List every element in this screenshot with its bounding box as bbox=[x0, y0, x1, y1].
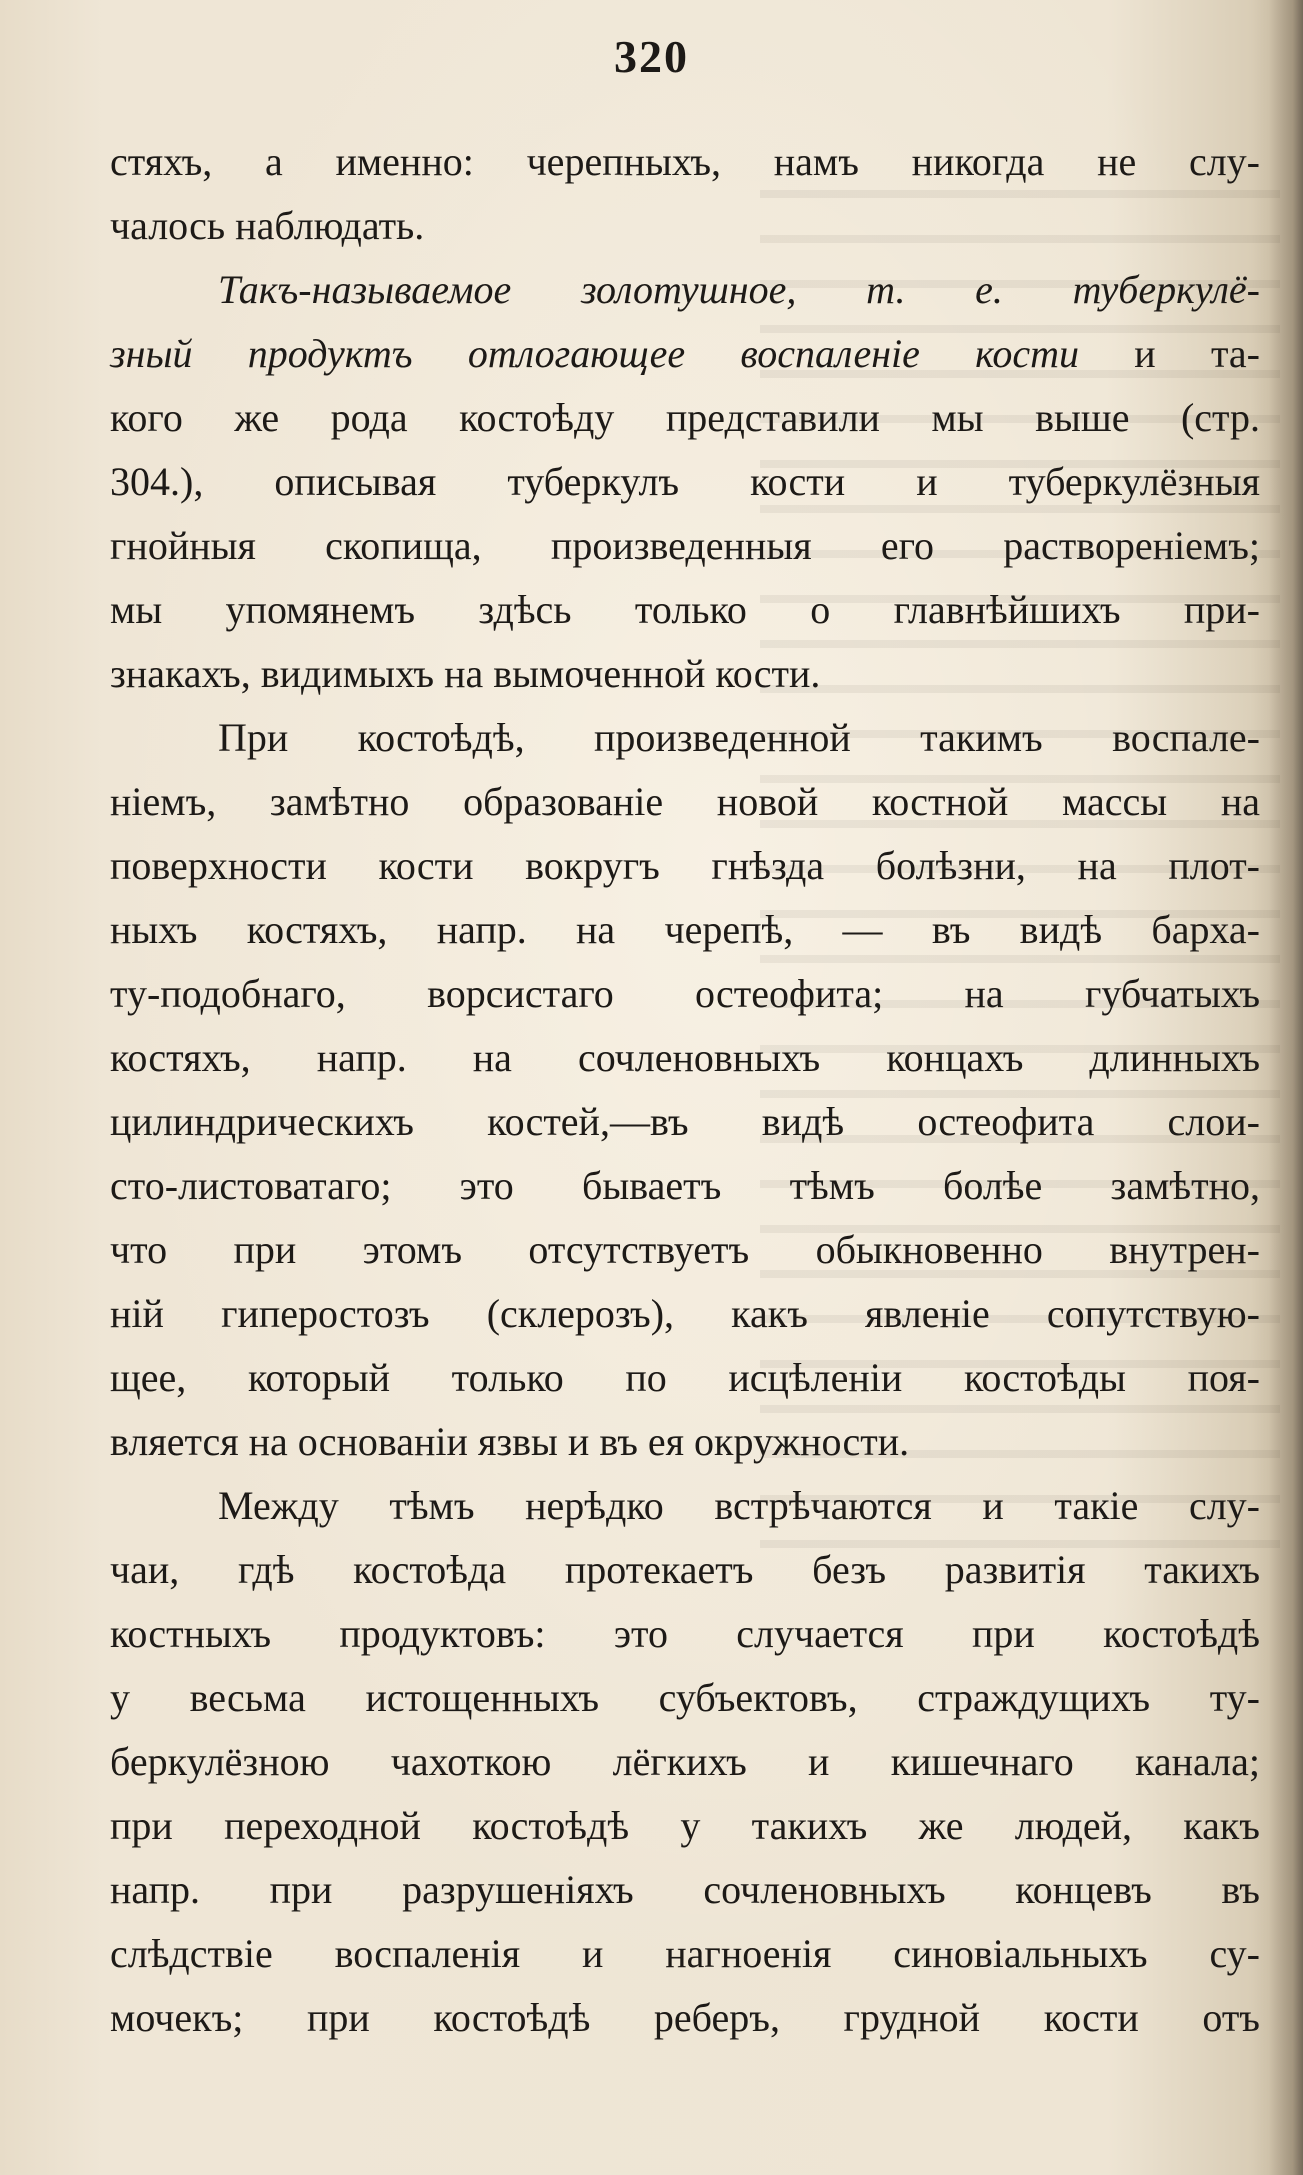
text-segment: цилиндрическихъ костей,—въ видѣ остеофита слои- bbox=[110, 1099, 1260, 1144]
italic-text-segment: зный продуктъ отлогающее воспаленіе кости bbox=[110, 331, 1080, 376]
text-segment: при переходной костоѣдѣ у такихъ же людей, какъ bbox=[110, 1803, 1260, 1848]
text-segment: что при этомъ отсутствуетъ обыкновенно внутрен- bbox=[110, 1227, 1260, 1272]
text-line bbox=[110, 1410, 1260, 1474]
text-segment: мы упомянемъ здѣсь только о главнѣйшихъ при- bbox=[110, 587, 1260, 632]
page-gutter-shadow bbox=[1269, 0, 1303, 2175]
text-line bbox=[110, 1218, 1260, 1282]
text-line bbox=[110, 1602, 1260, 1666]
text-line bbox=[110, 770, 1260, 834]
text-line bbox=[110, 898, 1260, 962]
text-segment: кого же рода костоѣду представили мы выше (стр. bbox=[110, 395, 1260, 440]
text-segment: у весьма истощенныхъ субъектовъ, страждущихъ ту- bbox=[110, 1675, 1260, 1720]
text-segment: сто-листоватаго; это бываетъ тѣмъ болѣе замѣтно, bbox=[110, 1163, 1260, 1208]
text-segment: вляется на основаніи язвы и въ ея окружности. bbox=[110, 1419, 910, 1464]
text-segment: ній гиперостозъ (склерозъ), какъ явленіе сопутствую- bbox=[110, 1291, 1260, 1336]
text-line bbox=[110, 642, 1260, 706]
text-segment: поверхности кости вокругъ гнѣзда болѣзни, на плот- bbox=[110, 843, 1260, 888]
text-segment: Между тѣмъ нерѣдко встрѣчаются и такіе слу- bbox=[218, 1483, 1260, 1528]
text-segment: ту-подобнаго, ворсистаго остеофита; на губчатыхъ bbox=[110, 971, 1260, 1016]
text-segment: чалось наблюдать. bbox=[110, 203, 425, 248]
text-segment: мочекъ; при костоѣдѣ реберъ, грудной кости отъ bbox=[110, 1995, 1260, 2040]
text-segment: щее, который только по исцѣленіи костоѣды поя- bbox=[110, 1355, 1260, 1400]
text-line bbox=[110, 1666, 1260, 1730]
page-number: 320 bbox=[614, 31, 689, 82]
text-line bbox=[110, 258, 1260, 322]
text-line bbox=[110, 1474, 1260, 1538]
text-line bbox=[110, 1794, 1260, 1858]
text-segment: костныхъ продуктовъ: это случается при костоѣдѣ bbox=[110, 1611, 1260, 1656]
text-line bbox=[110, 1858, 1260, 1922]
text-line bbox=[110, 386, 1260, 450]
text-line bbox=[110, 1538, 1260, 1602]
text-line bbox=[110, 1730, 1260, 1794]
text-line bbox=[110, 194, 1260, 258]
text-line bbox=[110, 1090, 1260, 1154]
text-segment: ніемъ, замѣтно образованіе новой костной массы на bbox=[110, 779, 1260, 824]
text-line bbox=[110, 706, 1260, 770]
body-text bbox=[110, 130, 1260, 2050]
text-line bbox=[110, 514, 1260, 578]
text-segment: напр. при разрушеніяхъ сочленовныхъ концевъ въ bbox=[110, 1867, 1260, 1912]
text-line bbox=[110, 130, 1260, 194]
text-line bbox=[110, 578, 1260, 642]
text-segment: При костоѣдѣ, произведенной такимъ воспале- bbox=[218, 715, 1260, 760]
text-segment: 304.), описывая туберкулъ кости и туберкулёзныя bbox=[110, 459, 1260, 504]
text-line bbox=[110, 450, 1260, 514]
text-segment: слѣдствіе воспаленія и нагноенія синовіальныхъ су- bbox=[110, 1931, 1260, 1976]
text-segment: чаи, гдѣ костоѣда протекаетъ безъ развитія такихъ bbox=[110, 1547, 1260, 1592]
text-line bbox=[110, 1986, 1260, 2050]
text-segment: гнойныя скопища, произведенныя его раствореніемъ; bbox=[110, 523, 1260, 568]
italic-text-segment: Такъ-называемое золотушное, т. е. туберкулё- bbox=[218, 267, 1260, 312]
text-segment: знакахъ, видимыхъ на вымоченной кости. bbox=[110, 651, 821, 696]
text-segment: стяхъ, а именно: черепныхъ, намъ никогда не слу- bbox=[110, 139, 1260, 184]
text-line bbox=[110, 1282, 1260, 1346]
text-line bbox=[110, 322, 1260, 386]
text-line bbox=[110, 1154, 1260, 1218]
text-line bbox=[110, 962, 1260, 1026]
text-segment: и та- bbox=[1079, 331, 1260, 376]
text-line bbox=[110, 1346, 1260, 1410]
text-segment: костяхъ, напр. на сочленовныхъ концахъ длинныхъ bbox=[110, 1035, 1260, 1080]
text-line bbox=[110, 1922, 1260, 1986]
text-line bbox=[110, 1026, 1260, 1090]
text-segment: ныхъ костяхъ, напр. на черепѣ, — въ видѣ барха- bbox=[110, 907, 1260, 952]
text-segment: беркулёзною чахоткою лёгкихъ и кишечнаго канала; bbox=[110, 1739, 1260, 1784]
text-line bbox=[110, 834, 1260, 898]
